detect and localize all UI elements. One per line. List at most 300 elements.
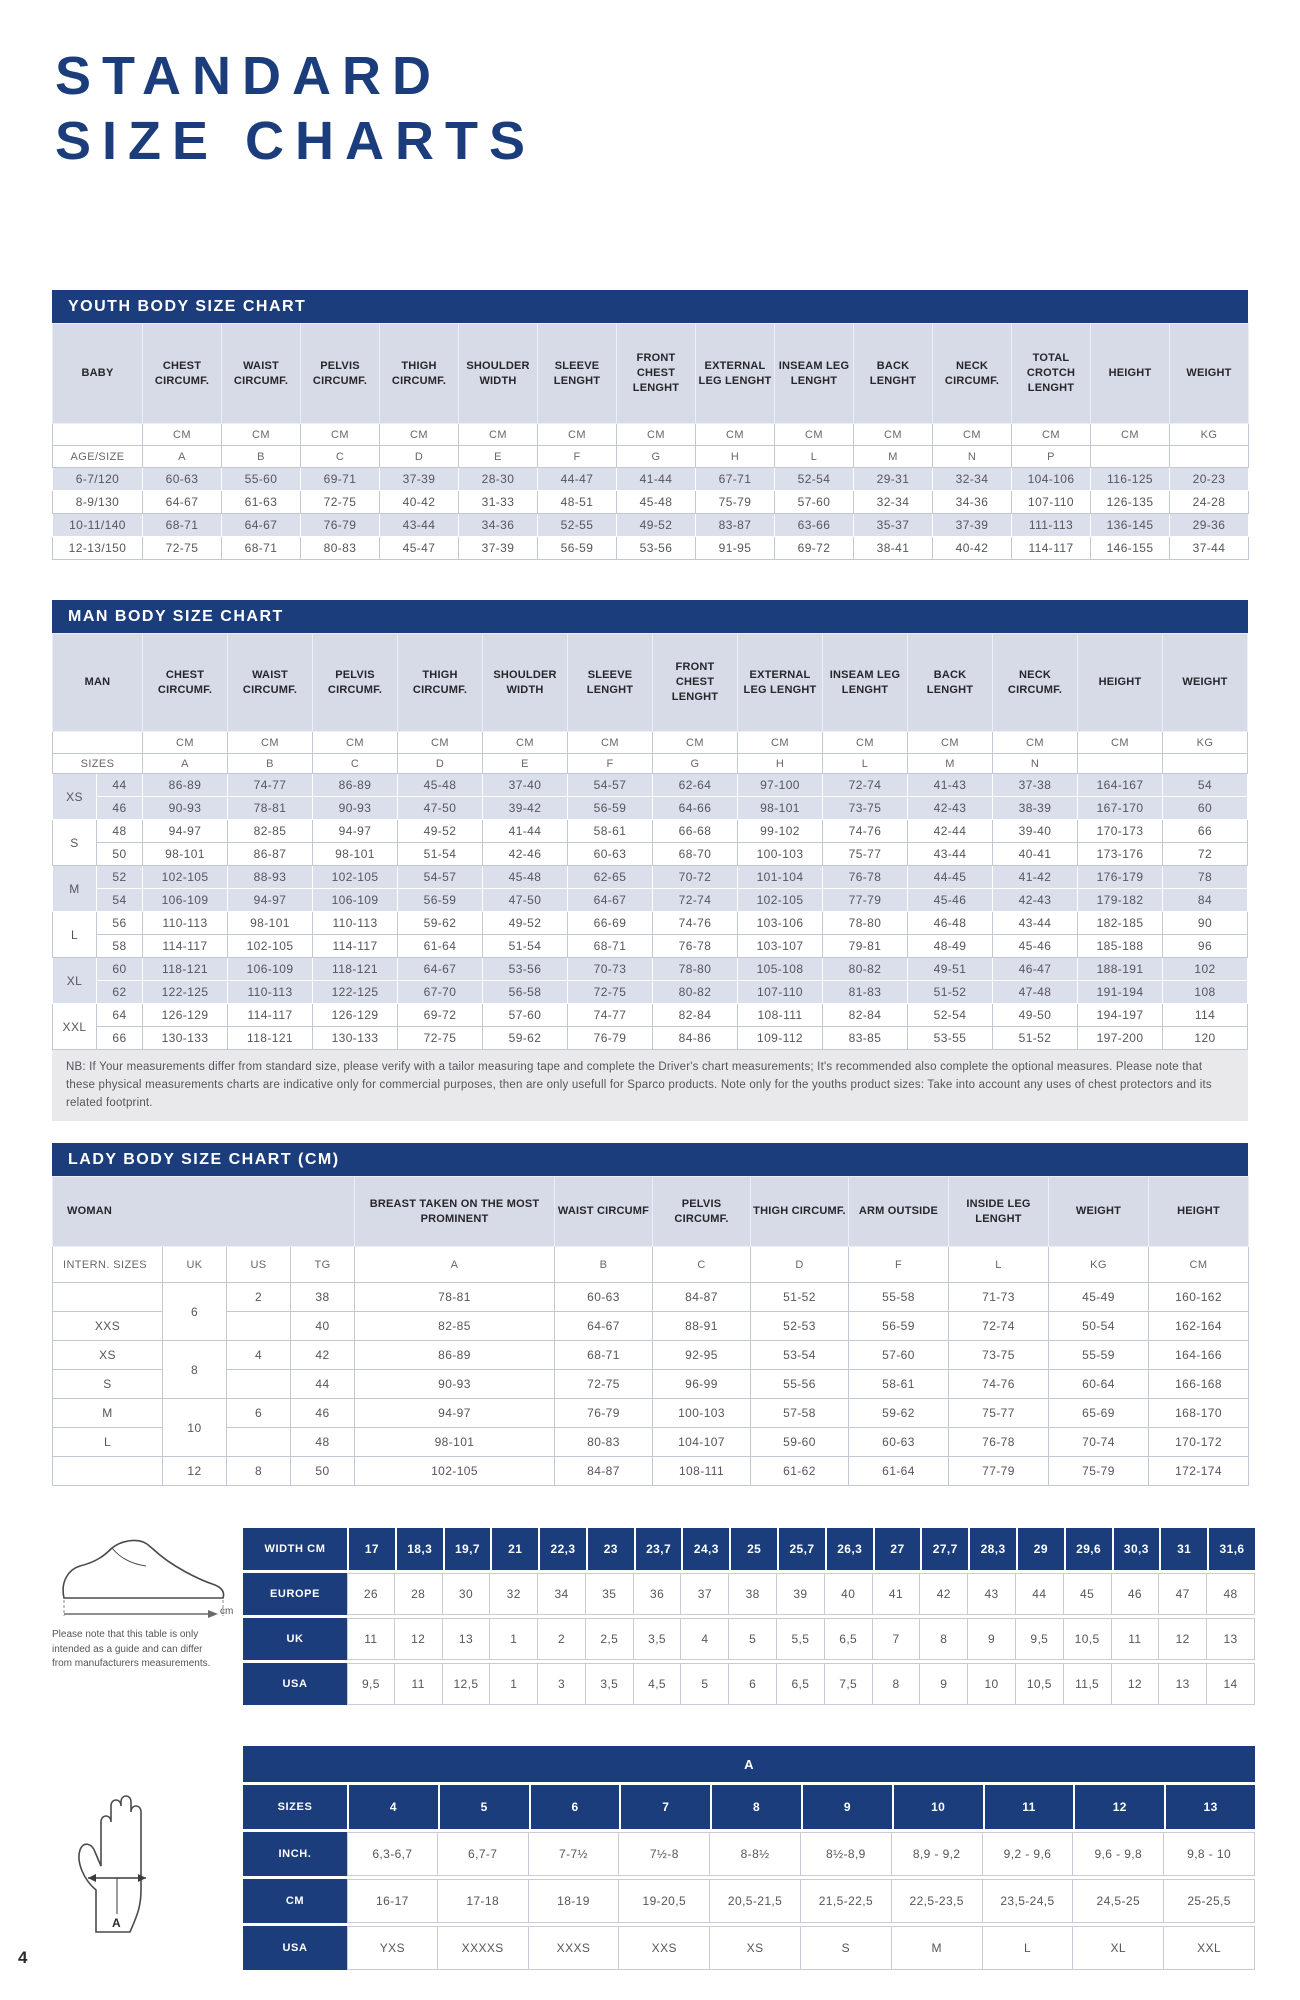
- cell: 47-50: [398, 797, 483, 820]
- us-size-cell: 8: [227, 1457, 291, 1486]
- cell: 59-62: [849, 1399, 949, 1428]
- cell: 56-59: [398, 889, 483, 912]
- cell: CM: [143, 732, 228, 754]
- cell: 86-89: [143, 774, 228, 797]
- us-size-cell: [227, 1428, 291, 1457]
- cell: 77-79: [823, 889, 908, 912]
- cell: 27: [873, 1528, 921, 1570]
- cell: [53, 424, 143, 446]
- cell: A: [143, 754, 228, 774]
- cell: 23,5-24,5: [983, 1879, 1074, 1923]
- cell: 100-103: [653, 1399, 751, 1428]
- cell: E: [459, 446, 538, 468]
- cell: 52-55: [538, 514, 617, 537]
- cell: 126-129: [313, 1004, 398, 1027]
- cell: 58-61: [849, 1370, 949, 1399]
- cell: 108: [1163, 981, 1248, 1004]
- cell: 42-43: [908, 797, 993, 820]
- header-cell: WEIGHT: [1170, 324, 1249, 424]
- cell: N: [933, 446, 1012, 468]
- cell: CM: [222, 424, 301, 446]
- cell: 60-63: [568, 843, 653, 866]
- cell: 176-179: [1078, 866, 1163, 889]
- cell: 41-44: [483, 820, 568, 843]
- cell: F: [849, 1247, 949, 1283]
- uk-size-cell: 10: [163, 1399, 227, 1457]
- table-row: [53, 843, 1248, 866]
- cell: 72-75: [555, 1370, 653, 1399]
- table-row: [53, 1247, 1249, 1283]
- cell: 81-83: [823, 981, 908, 1004]
- header-cell: PELVIS CIRCUMF.: [313, 634, 398, 732]
- uk-size-cell: 8: [163, 1341, 227, 1399]
- cell: 92-95: [653, 1341, 751, 1370]
- cell: L: [775, 446, 854, 468]
- cell: CM: [775, 424, 854, 446]
- cell: 118-121: [313, 958, 398, 981]
- cell: A: [355, 1247, 555, 1283]
- cell: 48-51: [538, 491, 617, 514]
- cell: 29-36: [1170, 514, 1249, 537]
- shoe-outline-drawing: [50, 1536, 234, 1631]
- cell: 13: [1207, 1618, 1255, 1660]
- glove-chart-section: [243, 1743, 1255, 1973]
- cell: 45-48: [617, 491, 696, 514]
- cell: CM: [738, 732, 823, 754]
- cell: 26: [347, 1573, 395, 1615]
- cell: 42-43: [993, 889, 1078, 912]
- cell: 37-39: [380, 468, 459, 491]
- header-cell: WAIST CIRCUMF.: [222, 324, 301, 424]
- header-cell: WAIST CIRCUMF.: [228, 634, 313, 732]
- size-cell: 66: [97, 1027, 143, 1050]
- cell: 34-36: [459, 514, 538, 537]
- cell: 8½-8,9: [801, 1832, 892, 1876]
- cell: 75-79: [1049, 1457, 1149, 1486]
- table-row: [53, 1457, 1249, 1486]
- cell: 65-69: [1049, 1399, 1149, 1428]
- cell: 98-101: [143, 843, 228, 866]
- cell: 57-60: [483, 1004, 568, 1027]
- cell: 11,5: [1064, 1663, 1112, 1705]
- cell: 72-75: [568, 981, 653, 1004]
- cell: UK: [163, 1247, 227, 1283]
- tg-size-cell: 50: [291, 1457, 355, 1486]
- cell: 114-117: [228, 1004, 313, 1027]
- cell: CM: [301, 424, 380, 446]
- cell: 72-75: [398, 1027, 483, 1050]
- cell: 6: [729, 1663, 777, 1705]
- cell: 18-19: [529, 1879, 620, 1923]
- header-cell: EXTERNAL LEG LENGHT: [738, 634, 823, 732]
- cell: 35: [586, 1573, 634, 1615]
- cell: 21: [490, 1528, 538, 1570]
- cell: 118-121: [228, 1027, 313, 1050]
- cell: 27,7: [920, 1528, 968, 1570]
- cell: 90: [1163, 912, 1248, 935]
- cell: 25: [729, 1528, 777, 1570]
- cell: 60-63: [555, 1283, 653, 1312]
- cell: 78-80: [823, 912, 908, 935]
- cell: 6,7-7: [438, 1832, 529, 1876]
- lady-size-table: [52, 1176, 1249, 1486]
- cell: 29,6: [1064, 1528, 1112, 1570]
- cell: 9: [920, 1663, 968, 1705]
- cell: 108-111: [653, 1457, 751, 1486]
- cell: 43-44: [908, 843, 993, 866]
- table-row: [53, 491, 1249, 514]
- cell: 26,3: [825, 1528, 873, 1570]
- cell: 62-65: [568, 866, 653, 889]
- cell: 31,6: [1207, 1528, 1255, 1570]
- cell: 126-129: [143, 1004, 228, 1027]
- cell: 162-164: [1149, 1312, 1249, 1341]
- page-title-line1: STANDARD: [55, 46, 442, 106]
- cell: 5: [438, 1785, 529, 1829]
- table-row: [243, 1879, 1255, 1923]
- sizes-label-cell: SIZES: [53, 754, 143, 774]
- table-row: [53, 797, 1248, 820]
- header-cell: HEIGHT: [1149, 1177, 1249, 1247]
- cell: B: [555, 1247, 653, 1283]
- size-cell: 56: [97, 912, 143, 935]
- cell: 28,3: [968, 1528, 1016, 1570]
- cell: 10,5: [1064, 1618, 1112, 1660]
- cell: 64-67: [222, 514, 301, 537]
- header-cell: TOTAL CROTCH LENGHT: [1012, 324, 1091, 424]
- cell: 67-70: [398, 981, 483, 1004]
- cell: XXXXS: [438, 1926, 529, 1970]
- cell: CM: [993, 732, 1078, 754]
- header-cell: WAIST CIRCUMF: [555, 1177, 653, 1247]
- cell: [53, 732, 143, 754]
- cell: 1: [490, 1618, 538, 1660]
- cell: H: [696, 446, 775, 468]
- cell: B: [228, 754, 313, 774]
- cell: 14: [1207, 1663, 1255, 1705]
- table-row: [53, 1341, 1249, 1370]
- man-chart-title: MAN BODY SIZE CHART: [52, 600, 1248, 633]
- tg-size-cell: 44: [291, 1370, 355, 1399]
- cell: 9,5: [1016, 1618, 1064, 1660]
- cell: 47-48: [993, 981, 1078, 1004]
- cell: C: [653, 1247, 751, 1283]
- cell: 114-117: [1012, 537, 1091, 560]
- cell: 42-44: [908, 820, 993, 843]
- cell: 5: [681, 1663, 729, 1705]
- cell: 75-77: [949, 1399, 1049, 1428]
- cell: 110-113: [313, 912, 398, 935]
- cell: 99-102: [738, 820, 823, 843]
- cell: 94-97: [228, 889, 313, 912]
- cell: XS: [710, 1926, 801, 1970]
- cell: 49-52: [483, 912, 568, 935]
- uk-size-cell: 6: [163, 1283, 227, 1341]
- size-group-cell: XS: [53, 1341, 163, 1370]
- cell: 73-75: [823, 797, 908, 820]
- cell: CM: [228, 732, 313, 754]
- table-row: [53, 1399, 1249, 1428]
- size-cell: 64: [97, 1004, 143, 1027]
- cell: 56-58: [483, 981, 568, 1004]
- cell: 48: [1207, 1573, 1255, 1615]
- cell: 24-28: [1170, 491, 1249, 514]
- cell: 66-68: [653, 820, 738, 843]
- cell: 56-59: [538, 537, 617, 560]
- table-row: [53, 820, 1248, 843]
- table-row: [53, 324, 1249, 424]
- cell: 98-101: [738, 797, 823, 820]
- cell: 51-52: [908, 981, 993, 1004]
- us-size-cell: [227, 1370, 291, 1399]
- cell: 49-52: [617, 514, 696, 537]
- header-cell: INSEAM LEG LENGHT: [775, 324, 854, 424]
- cell: 45-46: [908, 889, 993, 912]
- header-cell: SLEEVE LENGHT: [538, 324, 617, 424]
- cell: 7: [873, 1618, 921, 1660]
- header-cell: BACK LENGHT: [854, 324, 933, 424]
- cell: 63-66: [775, 514, 854, 537]
- cell: CM: [933, 424, 1012, 446]
- cell: 7: [619, 1785, 710, 1829]
- cell: 37-39: [459, 537, 538, 560]
- header-cell: WEIGHT: [1163, 634, 1248, 732]
- glove-outline-drawing: [62, 1786, 182, 1941]
- table-row: [53, 866, 1248, 889]
- shoe-size-table: [243, 1525, 1255, 1708]
- page-title: [55, 44, 536, 174]
- cell: 40-41: [993, 843, 1078, 866]
- cell: 22,5-23,5: [892, 1879, 983, 1923]
- cell: 80-83: [555, 1428, 653, 1457]
- cell: C: [313, 754, 398, 774]
- cell: 45-47: [380, 537, 459, 560]
- header-cell: NECK CIRCUMF.: [993, 634, 1078, 732]
- cell: D: [398, 754, 483, 774]
- header-cell: FRONT CHEST LENGHT: [653, 634, 738, 732]
- cell: 170-172: [1149, 1428, 1249, 1457]
- cell: 16-17: [347, 1879, 438, 1923]
- cell: 96-99: [653, 1370, 751, 1399]
- table-row: [53, 514, 1249, 537]
- cell: 68-71: [143, 514, 222, 537]
- cell: 32-34: [854, 491, 933, 514]
- cell: 109-112: [738, 1027, 823, 1050]
- cell: 4,5: [634, 1663, 682, 1705]
- cell: 76-79: [568, 1027, 653, 1050]
- cell: 164-166: [1149, 1341, 1249, 1370]
- cell: 2: [538, 1618, 586, 1660]
- table-row: [53, 1177, 1249, 1247]
- cell: 59-62: [398, 912, 483, 935]
- cell: M: [892, 1926, 983, 1970]
- cell: 170-173: [1078, 820, 1163, 843]
- header-cell: HEIGHT: [1091, 324, 1170, 424]
- cell: 68-71: [222, 537, 301, 560]
- cell: 74-77: [568, 1004, 653, 1027]
- header-cell: CHEST CIRCUMF.: [143, 324, 222, 424]
- size-cell: 62: [97, 981, 143, 1004]
- cell: 10: [892, 1785, 983, 1829]
- cell: 76-79: [301, 514, 380, 537]
- cell: 5: [729, 1618, 777, 1660]
- cell: 114: [1163, 1004, 1248, 1027]
- table-row: [53, 537, 1249, 560]
- size-group-cell: S: [53, 1370, 163, 1399]
- page-number: 4: [18, 1948, 28, 1967]
- cell: 160-162: [1149, 1283, 1249, 1312]
- cell: 6,5: [825, 1618, 873, 1660]
- cell: 50-54: [1049, 1312, 1149, 1341]
- cell: 114-117: [313, 935, 398, 958]
- cell: 10,5: [1016, 1663, 1064, 1705]
- cell: 102: [1163, 958, 1248, 981]
- cell: 98-101: [313, 843, 398, 866]
- cell: 64-67: [143, 491, 222, 514]
- cell: 12: [395, 1618, 443, 1660]
- cell: 19-20,5: [619, 1879, 710, 1923]
- cell: CM: [380, 424, 459, 446]
- cell: 76-78: [653, 935, 738, 958]
- cell: 6,5: [777, 1663, 825, 1705]
- cell: 49-50: [993, 1004, 1078, 1027]
- header-cell: INSIDE LEG LENGHT: [949, 1177, 1049, 1247]
- cell: 51-52: [751, 1283, 849, 1312]
- cell: CM: [617, 424, 696, 446]
- cell: 167-170: [1078, 797, 1163, 820]
- youth-size-table: [52, 323, 1249, 560]
- us-size-cell: 2: [227, 1283, 291, 1312]
- cell: 62-64: [653, 774, 738, 797]
- cell: 103-106: [738, 912, 823, 935]
- cell: 12: [1073, 1785, 1164, 1829]
- cell: 60-63: [143, 468, 222, 491]
- cell: CM: [459, 424, 538, 446]
- size-group-cell: [53, 1283, 163, 1312]
- cell: 23: [586, 1528, 634, 1570]
- cell: 52-54: [908, 1004, 993, 1027]
- table-row: [53, 634, 1248, 732]
- cell: 76-79: [555, 1399, 653, 1428]
- cell: 86-89: [313, 774, 398, 797]
- cell: 90-93: [143, 797, 228, 820]
- cell: 3: [538, 1663, 586, 1705]
- cell: 101-104: [738, 866, 823, 889]
- cell: 40-42: [933, 537, 1012, 560]
- cell: 84-87: [555, 1457, 653, 1486]
- cell: E: [483, 754, 568, 774]
- cell: 102-105: [313, 866, 398, 889]
- cell: 12: [1159, 1618, 1207, 1660]
- cell: C: [301, 446, 380, 468]
- cell: 61-62: [751, 1457, 849, 1486]
- cell: 54-57: [568, 774, 653, 797]
- cell: 91-95: [696, 537, 775, 560]
- cell: 22,3: [538, 1528, 586, 1570]
- cell: 39: [777, 1573, 825, 1615]
- cell: 53-55: [908, 1027, 993, 1050]
- cell: US: [227, 1247, 291, 1283]
- cell: 30: [443, 1573, 491, 1615]
- size-cell: 50: [97, 843, 143, 866]
- cell: 78: [1163, 866, 1248, 889]
- cell: 24,5-25: [1073, 1879, 1164, 1923]
- cell: 197-200: [1078, 1027, 1163, 1050]
- table-row: [53, 1312, 1249, 1341]
- header-cell: CHEST CIRCUMF.: [143, 634, 228, 732]
- cell: 76-78: [949, 1428, 1049, 1457]
- cell: XXL: [1164, 1926, 1255, 1970]
- cell: 88-91: [653, 1312, 751, 1341]
- header-cell: SHOULDER WIDTH: [459, 324, 538, 424]
- cell: 9,6 - 9,8: [1073, 1832, 1164, 1876]
- cell: 40-42: [380, 491, 459, 514]
- cell: 74-76: [653, 912, 738, 935]
- cell: 46: [1112, 1573, 1160, 1615]
- tg-size-cell: 38: [291, 1283, 355, 1312]
- tg-size-cell: 46: [291, 1399, 355, 1428]
- cell: 69-72: [398, 1004, 483, 1027]
- cell: 8,9 - 9,2: [892, 1832, 983, 1876]
- cell: YXS: [347, 1926, 438, 1970]
- table-row: [243, 1573, 1255, 1615]
- cell: 9: [968, 1618, 1016, 1660]
- cell: 82-85: [355, 1312, 555, 1341]
- cell: 34-36: [933, 491, 1012, 514]
- cell: 68-70: [653, 843, 738, 866]
- cell: CM: [1012, 424, 1091, 446]
- cell: 29-31: [854, 468, 933, 491]
- cell: 118-121: [143, 958, 228, 981]
- header-cell: BACK LENGHT: [908, 634, 993, 732]
- cell: 9: [801, 1785, 892, 1829]
- glove-a-band-cell: A: [243, 1746, 1255, 1782]
- cell: XL: [1073, 1926, 1164, 1970]
- cell: 76-78: [823, 866, 908, 889]
- table-row: [53, 889, 1248, 912]
- table-row: [243, 1528, 1255, 1570]
- cell: 17-18: [438, 1879, 529, 1923]
- cell: 57-60: [849, 1341, 949, 1370]
- cell: 55-58: [849, 1283, 949, 1312]
- cell: [1163, 754, 1248, 774]
- row-label-cell: WIDTH CM: [243, 1528, 347, 1570]
- table-row: [53, 981, 1248, 1004]
- cell: 75-77: [823, 843, 908, 866]
- cell: 42: [920, 1573, 968, 1615]
- size-cell: 52: [97, 866, 143, 889]
- header-cell: THIGH CIRCUMF.: [398, 634, 483, 732]
- cell: S: [801, 1926, 892, 1970]
- cell: 13: [443, 1618, 491, 1660]
- cell: 78-81: [228, 797, 313, 820]
- table-row: [53, 1428, 1249, 1457]
- cell: 47-50: [483, 889, 568, 912]
- table-row: [243, 1663, 1255, 1705]
- table-row: [243, 1832, 1255, 1876]
- cell: 75-79: [696, 491, 775, 514]
- cell: 83-87: [696, 514, 775, 537]
- header-cell: FRONT CHEST LENGHT: [617, 324, 696, 424]
- cell: 9,5: [347, 1663, 395, 1705]
- cell: 44-47: [538, 468, 617, 491]
- cell: 28-30: [459, 468, 538, 491]
- table-row: [53, 1027, 1248, 1050]
- cell: CM: [568, 732, 653, 754]
- cell: 60: [1163, 797, 1248, 820]
- cell: 102-105: [228, 935, 313, 958]
- cell: 41-42: [993, 866, 1078, 889]
